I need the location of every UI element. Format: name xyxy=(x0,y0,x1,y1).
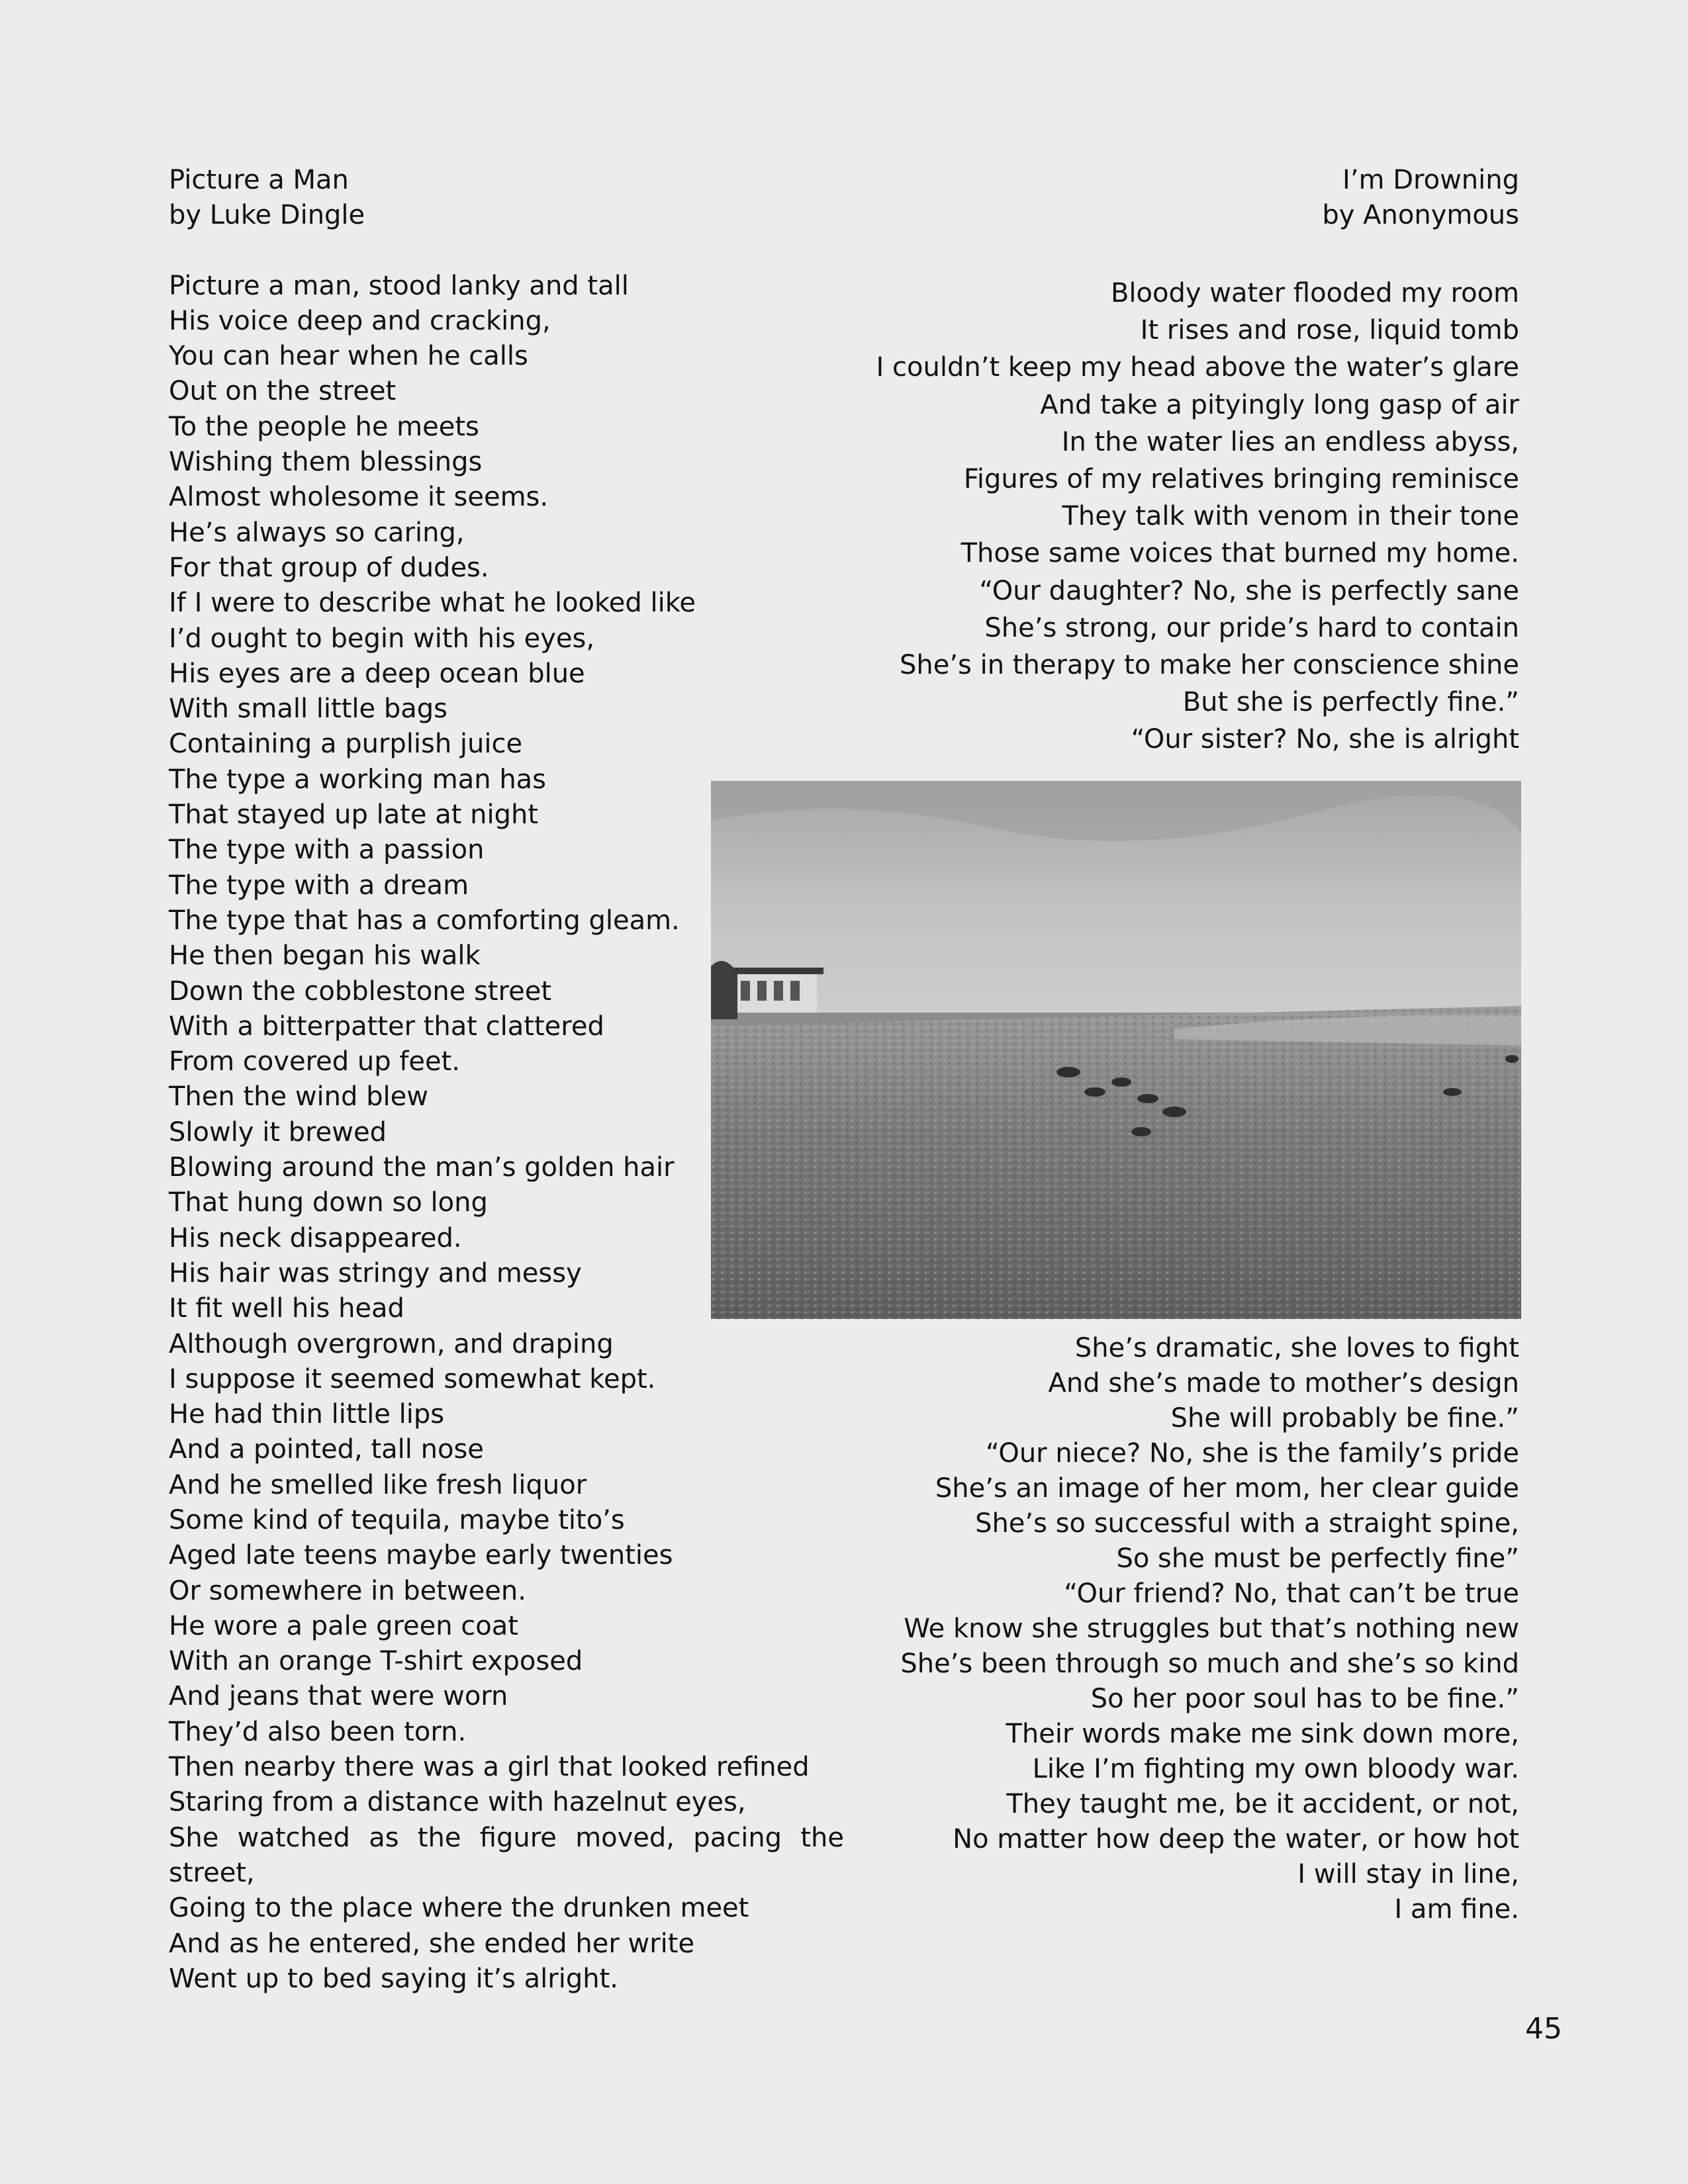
poem-title: I’m Drowning xyxy=(1342,165,1519,195)
poem-line: Then nearby there was a girl that looked refined xyxy=(169,1752,810,1783)
poem-line: They talk with venom in their tone xyxy=(1062,501,1519,532)
poem-line: She’s dramatic, she loves to fight xyxy=(1074,1333,1519,1363)
poem-line: But she is perfectly fine.” xyxy=(1182,687,1519,718)
poem-line: She’s an image of her mom, her clear guide xyxy=(935,1473,1519,1504)
poem-line: She watched as the figure moved, pacing the street, xyxy=(169,1822,844,1888)
poem-line: Going to the place where the drunken meet xyxy=(169,1893,749,1924)
poem-line: “Our daughter? No, she is perfectly sane xyxy=(979,575,1519,606)
poem-line: I couldn’t keep my head above the water’s glare xyxy=(876,352,1519,383)
poem-line: Staring from a distance with hazelnut eyes, xyxy=(169,1787,746,1818)
poem-line: The type that has a comforting gleam. xyxy=(169,905,680,936)
poem-line: You can hear when he calls xyxy=(169,341,528,372)
poem-line: “Our sister? No, she is alright xyxy=(1131,724,1519,755)
poem-line: Blowing around the man’s golden hair xyxy=(169,1152,675,1183)
poem-author: by Anonymous xyxy=(1322,200,1519,231)
poem-line: Wishing them blessings xyxy=(169,447,483,478)
poem-line: “Our friend? No, that can’t be true xyxy=(1064,1578,1519,1609)
poem-line: His eyes are a deep ocean blue xyxy=(169,658,585,689)
poem-line: Slowly it brewed xyxy=(169,1116,387,1148)
poem-line: Although overgrown, and draping xyxy=(169,1328,614,1359)
poem-line: We know she struggles but that’s nothing new xyxy=(904,1614,1519,1644)
poem-line: The type a working man has xyxy=(169,764,547,795)
poem-line: Like I’m fighting my own bloody war. xyxy=(1032,1754,1519,1784)
poem-line: It rises and rose, liquid tomb xyxy=(1140,315,1519,346)
poem-line: His neck disappeared. xyxy=(169,1222,462,1253)
poem-line: Their words make me sink down more, xyxy=(1006,1719,1519,1749)
poem-line: She’s strong, our pride’s hard to contain xyxy=(984,612,1519,643)
poem-line: And he smelled like fresh liquor xyxy=(169,1469,587,1500)
poem-title: Picture a Man xyxy=(169,165,349,195)
page-number: 45 xyxy=(1525,2012,1562,2046)
poem-line: The type with a passion xyxy=(169,835,485,866)
poem-line: For that group of dudes. xyxy=(169,552,489,583)
beach-photo-image xyxy=(711,781,1521,1319)
poem-line: From covered up feet. xyxy=(169,1046,460,1077)
poem-line: And a pointed, tall nose xyxy=(169,1434,484,1465)
poem-line: Or somewhere in between. xyxy=(169,1575,526,1606)
poem-line: Out on the street xyxy=(169,376,397,407)
poem-line: I will stay in line, xyxy=(1297,1859,1519,1889)
poem-line: Down the cobblestone street xyxy=(169,976,552,1007)
poem-line: With a bitterpatter that clattered xyxy=(169,1011,604,1042)
poem-line: In the water lies an endless abyss, xyxy=(1061,426,1519,457)
poem-line: He then began his walk xyxy=(169,940,481,972)
poem-line: Some kind of tequila, maybe tito’s xyxy=(169,1504,625,1535)
poem-line: Figures of my relatives bringing reminisce xyxy=(963,464,1519,495)
poem-line: I’d ought to begin with his eyes, xyxy=(169,623,595,654)
beach-house xyxy=(711,961,823,1019)
poem-line: She’s been through so much and she’s so kind xyxy=(900,1649,1519,1679)
poem-line: He’s always so caring, xyxy=(169,517,465,548)
poem-line: They taught me, be it accident, or not, xyxy=(1006,1789,1519,1819)
poem-line: He had thin little lips xyxy=(169,1399,445,1430)
poem-line: No matter how deep the water, or how hot xyxy=(953,1824,1519,1854)
poem-line: She’s so successful with a straight spine, xyxy=(975,1508,1519,1539)
poem-line: Containing a purplish juice xyxy=(169,729,523,760)
poem-line: Aged late teens maybe early twenties xyxy=(169,1540,673,1571)
poem-body-bottom xyxy=(692,1331,1519,1927)
poem-line: His hair was stringy and messy xyxy=(169,1257,582,1289)
poem-header-drowning xyxy=(857,163,1519,234)
poem-line: They’d also been torn. xyxy=(169,1716,467,1747)
poem-line: Almost wholesome it seems. xyxy=(169,482,549,513)
poem-line: With small little bags xyxy=(169,694,447,725)
poem-line: With an orange T-shirt exposed xyxy=(169,1646,583,1677)
poem-line: That hung down so long xyxy=(169,1187,488,1218)
poem-line: And as he entered, she ended her write xyxy=(169,1928,695,1959)
poem-line: So she must be perfectly fine” xyxy=(1116,1543,1519,1574)
poem-line: Those same voices that burned my home. xyxy=(961,538,1519,569)
beach-photo xyxy=(711,781,1521,1319)
poem-line: To the people he meets xyxy=(169,411,479,442)
poem-line: And she’s made to mother’s design xyxy=(1048,1368,1519,1398)
poem-line: If I were to describe what he looked like xyxy=(169,588,696,619)
poem-line: Bloody water flooded my room xyxy=(1110,278,1519,308)
poem-line: Went up to bed saying it’s alright. xyxy=(169,1963,618,1994)
poem-line: Picture a man, stood lanky and tall xyxy=(169,270,629,301)
poem-author: by Luke Dingle xyxy=(169,200,365,231)
poem-header xyxy=(169,163,844,234)
poem-line: It fit well his head xyxy=(169,1293,404,1324)
poem-line: That stayed up late at night xyxy=(169,799,539,831)
poem-line: She’s in therapy to make her conscience shine xyxy=(899,650,1519,681)
poem-line: His voice deep and cracking, xyxy=(169,305,551,336)
poem-line: And jeans that were worn xyxy=(169,1681,508,1712)
poem-line: He wore a pale green coat xyxy=(169,1610,518,1641)
poem-line: I am fine. xyxy=(1394,1894,1519,1925)
poem-line: The type with a dream xyxy=(169,870,469,901)
poem-line: I suppose it seemed somewhat kept. xyxy=(169,1363,656,1394)
poem-line: She will probably be fine.” xyxy=(1170,1403,1519,1433)
poem-line: And take a pityingly long gasp of air xyxy=(1040,389,1519,420)
poem-line: “Our niece? No, she is the family’s pride xyxy=(986,1438,1519,1469)
poem-line: Then the wind blew xyxy=(169,1081,428,1113)
poem-line: So her poor soul has to be fine.” xyxy=(1090,1684,1519,1714)
poem-body-top xyxy=(692,275,1519,758)
